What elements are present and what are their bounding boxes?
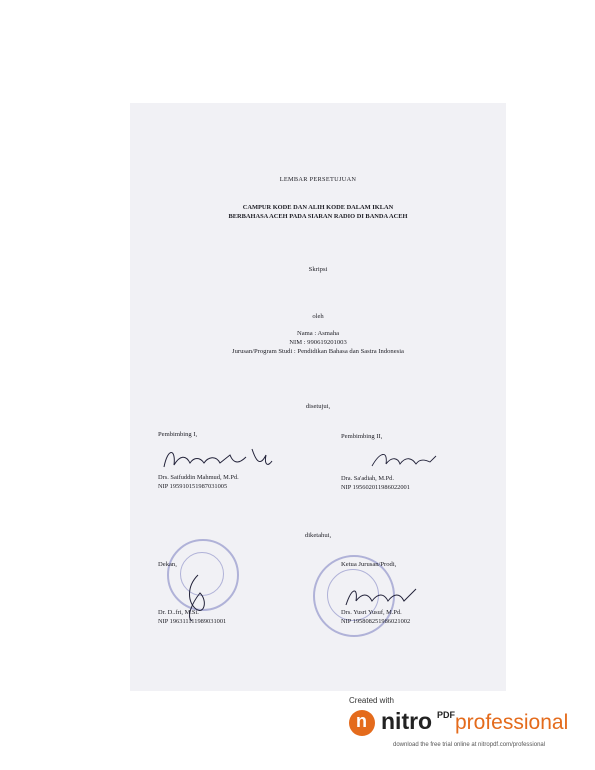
head-role: Ketua Jurusan/Prodi, [341, 561, 397, 568]
study-program: Jurusan/Program Studi : Pendidikan Bahasa dan Sastra Indonesia [232, 348, 404, 355]
head-nip: NIP 195808251986021002 [341, 618, 411, 625]
title-line-1: CAMPUR KODE DAN ALIH KODE DALAM IKLAN [242, 204, 394, 211]
created-with-label: Created with [349, 696, 394, 705]
nitro-brand: nitro [381, 708, 433, 734]
scanned-page [130, 103, 506, 691]
advisor2-signature [370, 448, 440, 470]
nitro-watermark [345, 694, 595, 770]
advisor1-name: Drs. Saifuddin Mahmud, M.Pd. [158, 474, 239, 481]
head-signature [342, 583, 422, 611]
dean-nip: NIP 196311111989031001 [158, 618, 227, 625]
student-nim: NIM : 990619201003 [289, 339, 347, 346]
advisor2-nip: NIP 195602011986022001 [341, 484, 410, 491]
approved-label: disetujui, [305, 403, 331, 410]
document-header: LEMBAR PERSETUJUAN [279, 176, 357, 183]
advisor2-name: Dra. Sa'adiah, M.Pd. [341, 475, 394, 482]
download-line: download the free trial online at nitropdf.com/professional [393, 742, 546, 748]
document-type: Skripsi [308, 266, 328, 273]
known-label: diketahui, [304, 532, 332, 539]
advisor1-role: Pembimbing I, [158, 431, 198, 438]
advisor1-signature [160, 441, 275, 475]
advisor1-nip: NIP 195910151987031005 [158, 483, 228, 490]
head-name: Drs. Yusri Yusuf, M.Pd. [341, 609, 402, 616]
by-label: oleh [312, 313, 324, 320]
nitro-logo-icon: n [349, 710, 375, 736]
professional-label: professional [455, 711, 569, 734]
title-line-2: BERBAHASA ACEH PADA SIARAN RADIO DI BANDA ACEH [228, 213, 408, 220]
pdf-label: PDF [437, 710, 455, 720]
dean-role: Dekan, [158, 561, 177, 568]
advisor2-role: Pembimbing II, [341, 433, 383, 440]
student-name: Nama : Asmaha [296, 330, 340, 337]
dean-name: Dr. D..fri, M.Si. [158, 609, 199, 616]
